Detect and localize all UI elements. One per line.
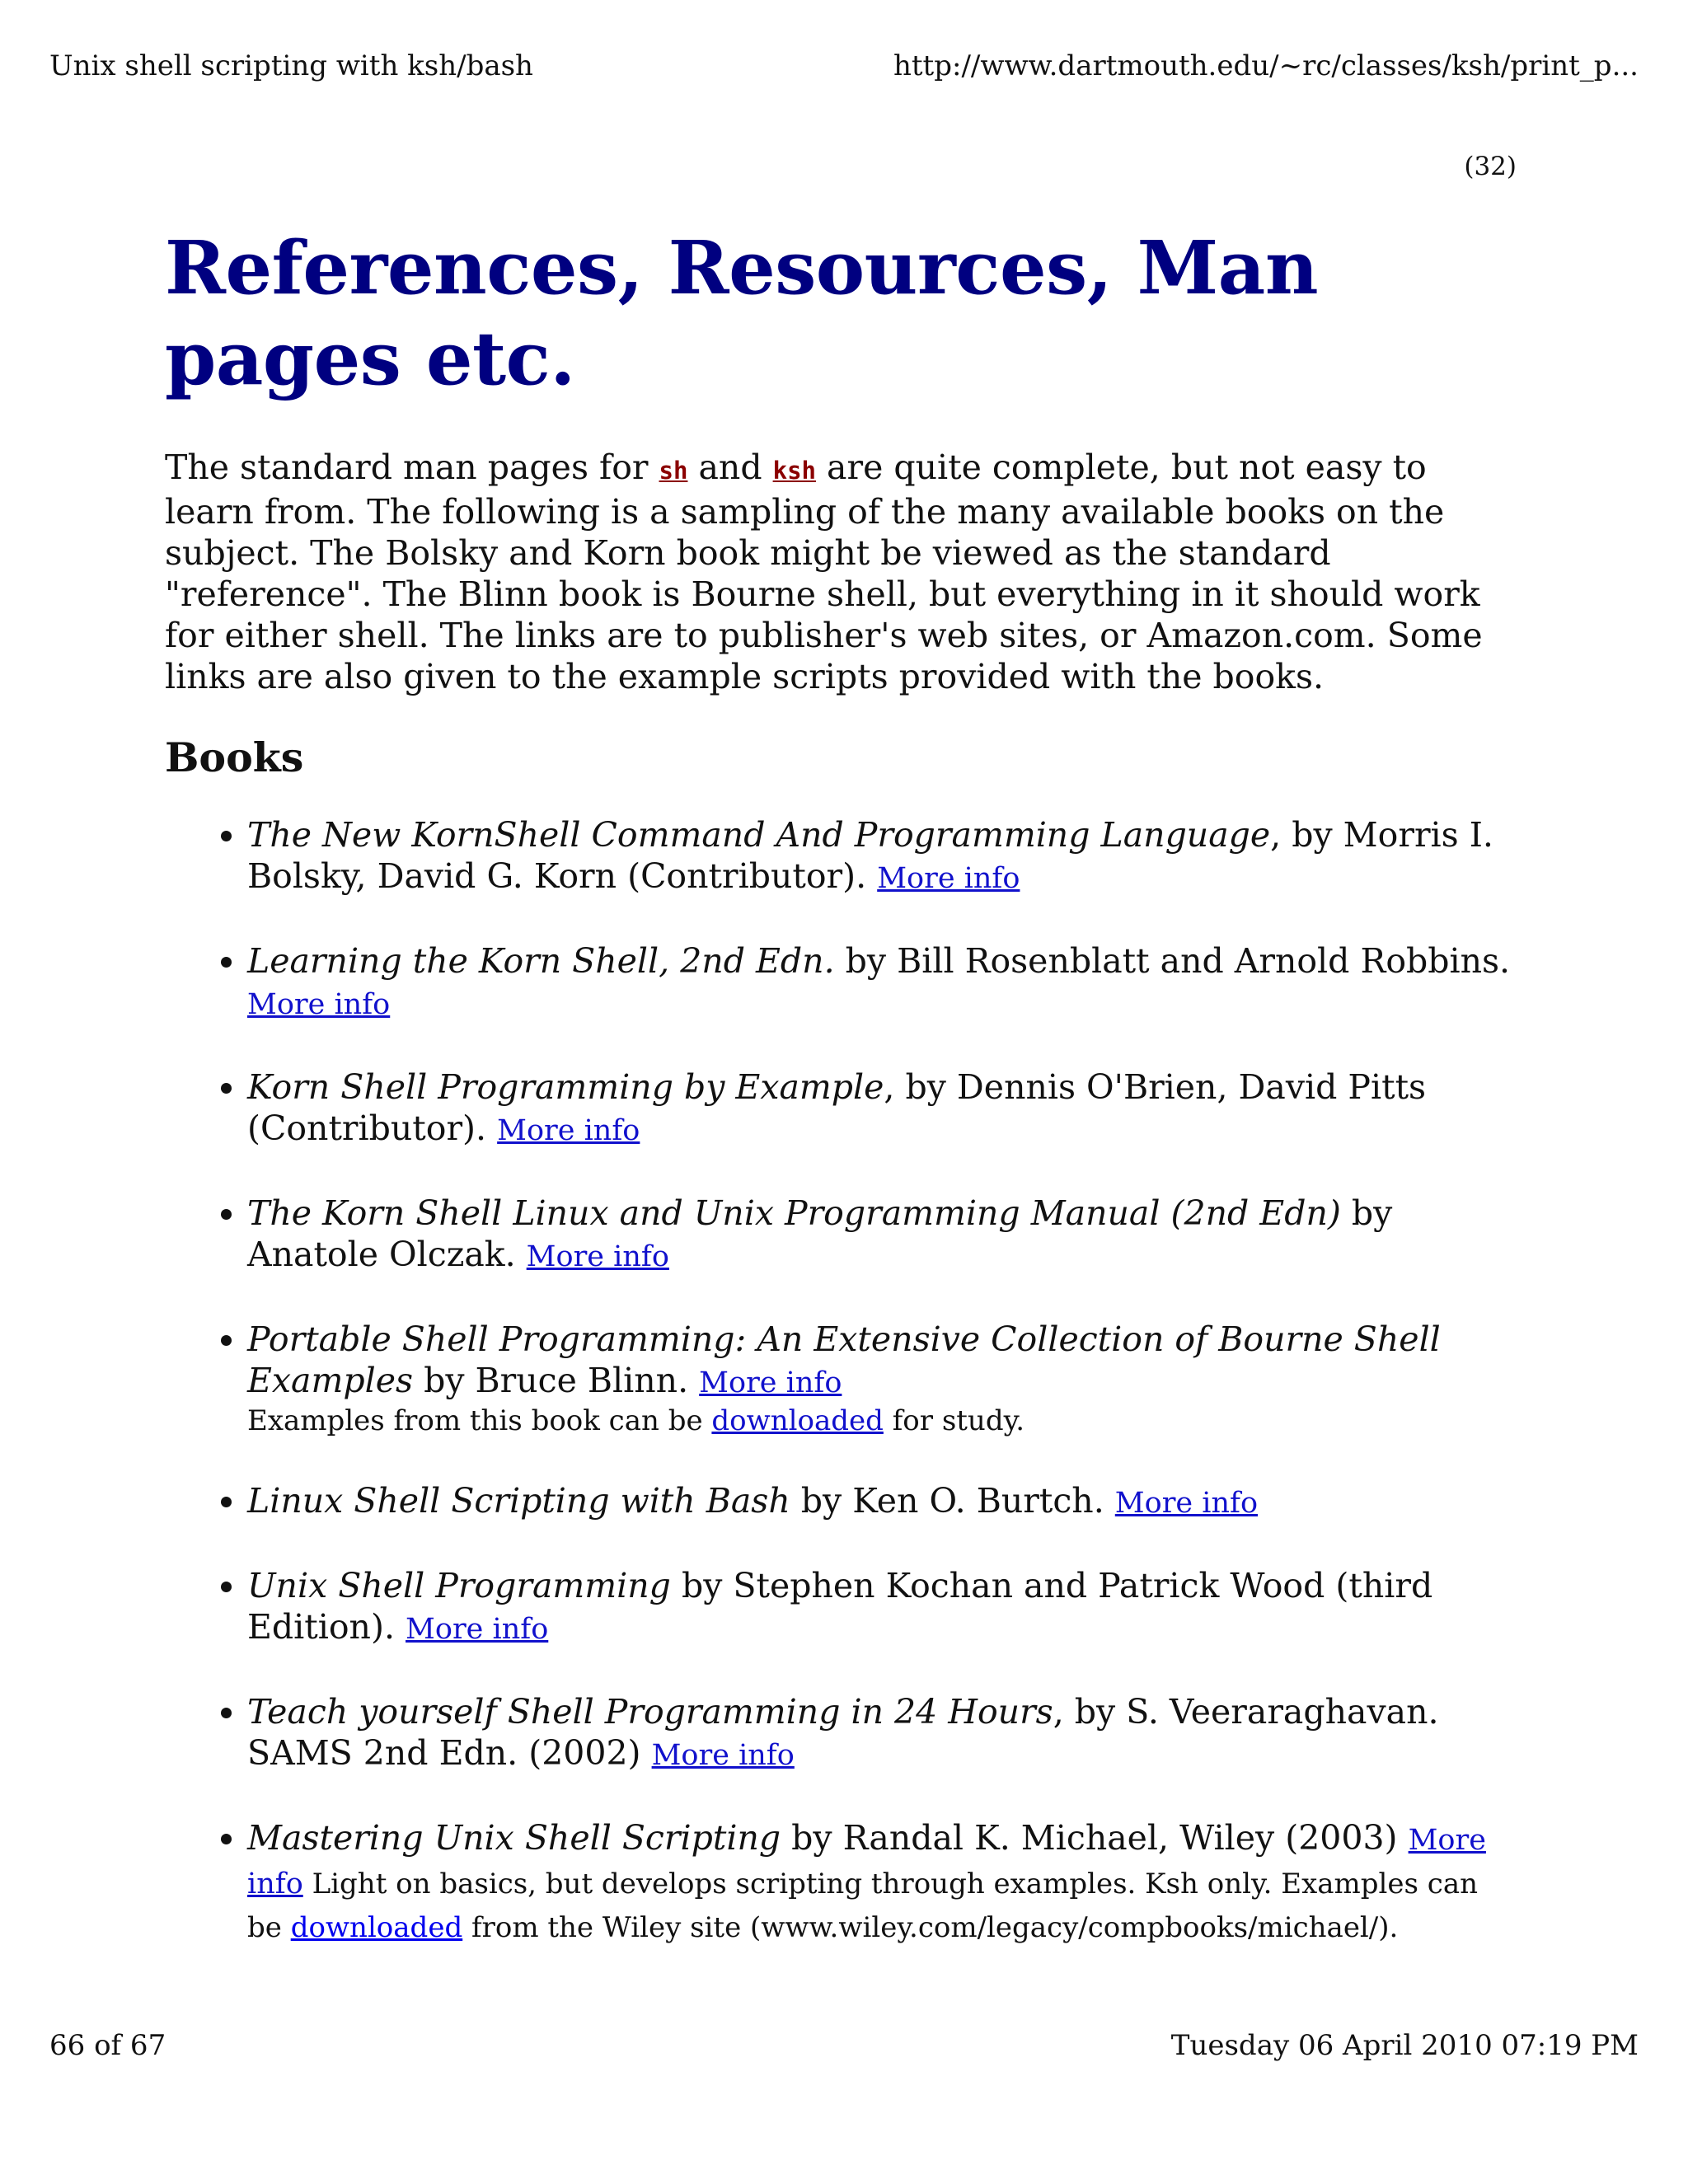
book-title: Learning the Korn Shell, 2nd Edn. <box>247 941 835 981</box>
book-title: The New KornShell Command And Programming Language <box>247 815 1271 855</box>
list-item <box>247 1691 1517 1776</box>
book-title: Mastering Unix Shell Scripting <box>247 1818 781 1858</box>
list-item <box>247 1193 1517 1277</box>
book-title: Portable Shell Programming: An Extensive Collection of Bourne Shell Examples <box>247 1319 1441 1400</box>
note-text: from the Wiley site (www.wiley.com/legacy/compbooks/michael/). <box>462 1911 1399 1944</box>
book-authors: , by Dennis O'Brien, David Pitts (Contributor). <box>247 1067 1427 1148</box>
page-title: References, Resources, Man pages etc. <box>165 224 1319 401</box>
more-info-link[interactable]: More info <box>651 1739 795 1772</box>
book-authors: , by S. Veeraraghavan. SAMS 2nd Edn. (2002) <box>247 1692 1439 1773</box>
list-item <box>247 1319 1517 1439</box>
print-header <box>49 49 1639 82</box>
more-info-link[interactable]: More info <box>526 1240 669 1273</box>
book-authors: by Ken O. Burtch. <box>790 1481 1115 1521</box>
list-item <box>247 1817 1517 1946</box>
book-title: Linux Shell Scripting with Bash <box>247 1481 790 1521</box>
more-info-link[interactable]: More info <box>247 1824 1486 1900</box>
list-item <box>247 940 1517 1025</box>
more-info-link[interactable]: More info <box>877 862 1020 895</box>
print-footer <box>49 2029 1639 2062</box>
download-link[interactable]: downloaded <box>711 1404 884 1437</box>
book-authors: by Anatole Olczak. <box>247 1193 1393 1274</box>
books-list <box>165 814 1517 1946</box>
more-info-link[interactable]: More info <box>699 1366 842 1399</box>
book-authors: , by Morris I. Bolsky, David G. Korn (Contributor). <box>247 815 1493 896</box>
print-header-url: http://www.dartmouth.edu/~rc/classes/ksh/print_p... <box>893 49 1639 82</box>
book-title: Unix Shell Programming <box>247 1566 671 1605</box>
print-date: Tuesday 06 April 2010 07:19 PM <box>1170 2029 1639 2062</box>
book-authors: by Stephen Kochan and Patrick Wood (third Edition). <box>247 1566 1433 1647</box>
ksh-man-link[interactable]: ksh <box>772 457 816 485</box>
more-info-link[interactable]: More info <box>1114 1487 1259 1520</box>
list-item <box>247 1480 1517 1524</box>
intro-text-rest: are quite complete, but not easy to learn from. The following is a sampling of the many available books on the subject. The Bolsky and Korn book might be viewed as the standard "reference". The Blinn book is Bourne shell, but everything in it should work for either shell. The links are to publisher's web sites, or Amazon.com. Some links are also given to the example scripts provided with the books. <box>165 448 1483 696</box>
book-title: Teach yourself Shell Programming in 24 Hours <box>247 1692 1053 1732</box>
note-text: Examples from this book can be <box>247 1404 712 1437</box>
more-info-link[interactable]: More info <box>497 1114 640 1147</box>
page-counter: 66 of 67 <box>49 2029 166 2062</box>
books-heading: Books <box>165 733 304 781</box>
book-note <box>247 1404 1517 1439</box>
book-authors: by Randal K. Michael, Wiley (2003) <box>781 1818 1409 1858</box>
sh-man-link[interactable]: sh <box>659 457 688 485</box>
book-title: The Korn Shell Linux and Unix Programming Manual (2nd Edn) <box>247 1193 1341 1233</box>
more-info-link[interactable]: More info <box>406 1613 549 1646</box>
more-info-link[interactable]: More info <box>247 988 391 1021</box>
book-authors: by Bill Rosenblatt and Arnold Robbins. <box>834 941 1511 981</box>
note-text: Light on basics, but develops scripting through examples. Ksh only. Examples can be <box>247 1868 1479 1944</box>
intro-paragraph <box>165 447 1517 697</box>
note-text: for study. <box>883 1404 1025 1437</box>
page-content <box>165 223 1517 1987</box>
print-header-title: Unix shell scripting with ksh/bash <box>49 49 533 82</box>
list-item <box>247 1066 1517 1151</box>
slide-number: (32) <box>1464 152 1517 181</box>
intro-text-and: and <box>687 448 773 487</box>
list-item <box>247 814 1517 899</box>
book-authors: by Bruce Blinn. <box>413 1361 700 1400</box>
book-title: Korn Shell Programming by Example <box>247 1067 884 1107</box>
intro-text-start: The standard man pages for <box>165 448 659 487</box>
download-link[interactable]: downloaded <box>290 1911 463 1944</box>
list-item <box>247 1565 1517 1650</box>
